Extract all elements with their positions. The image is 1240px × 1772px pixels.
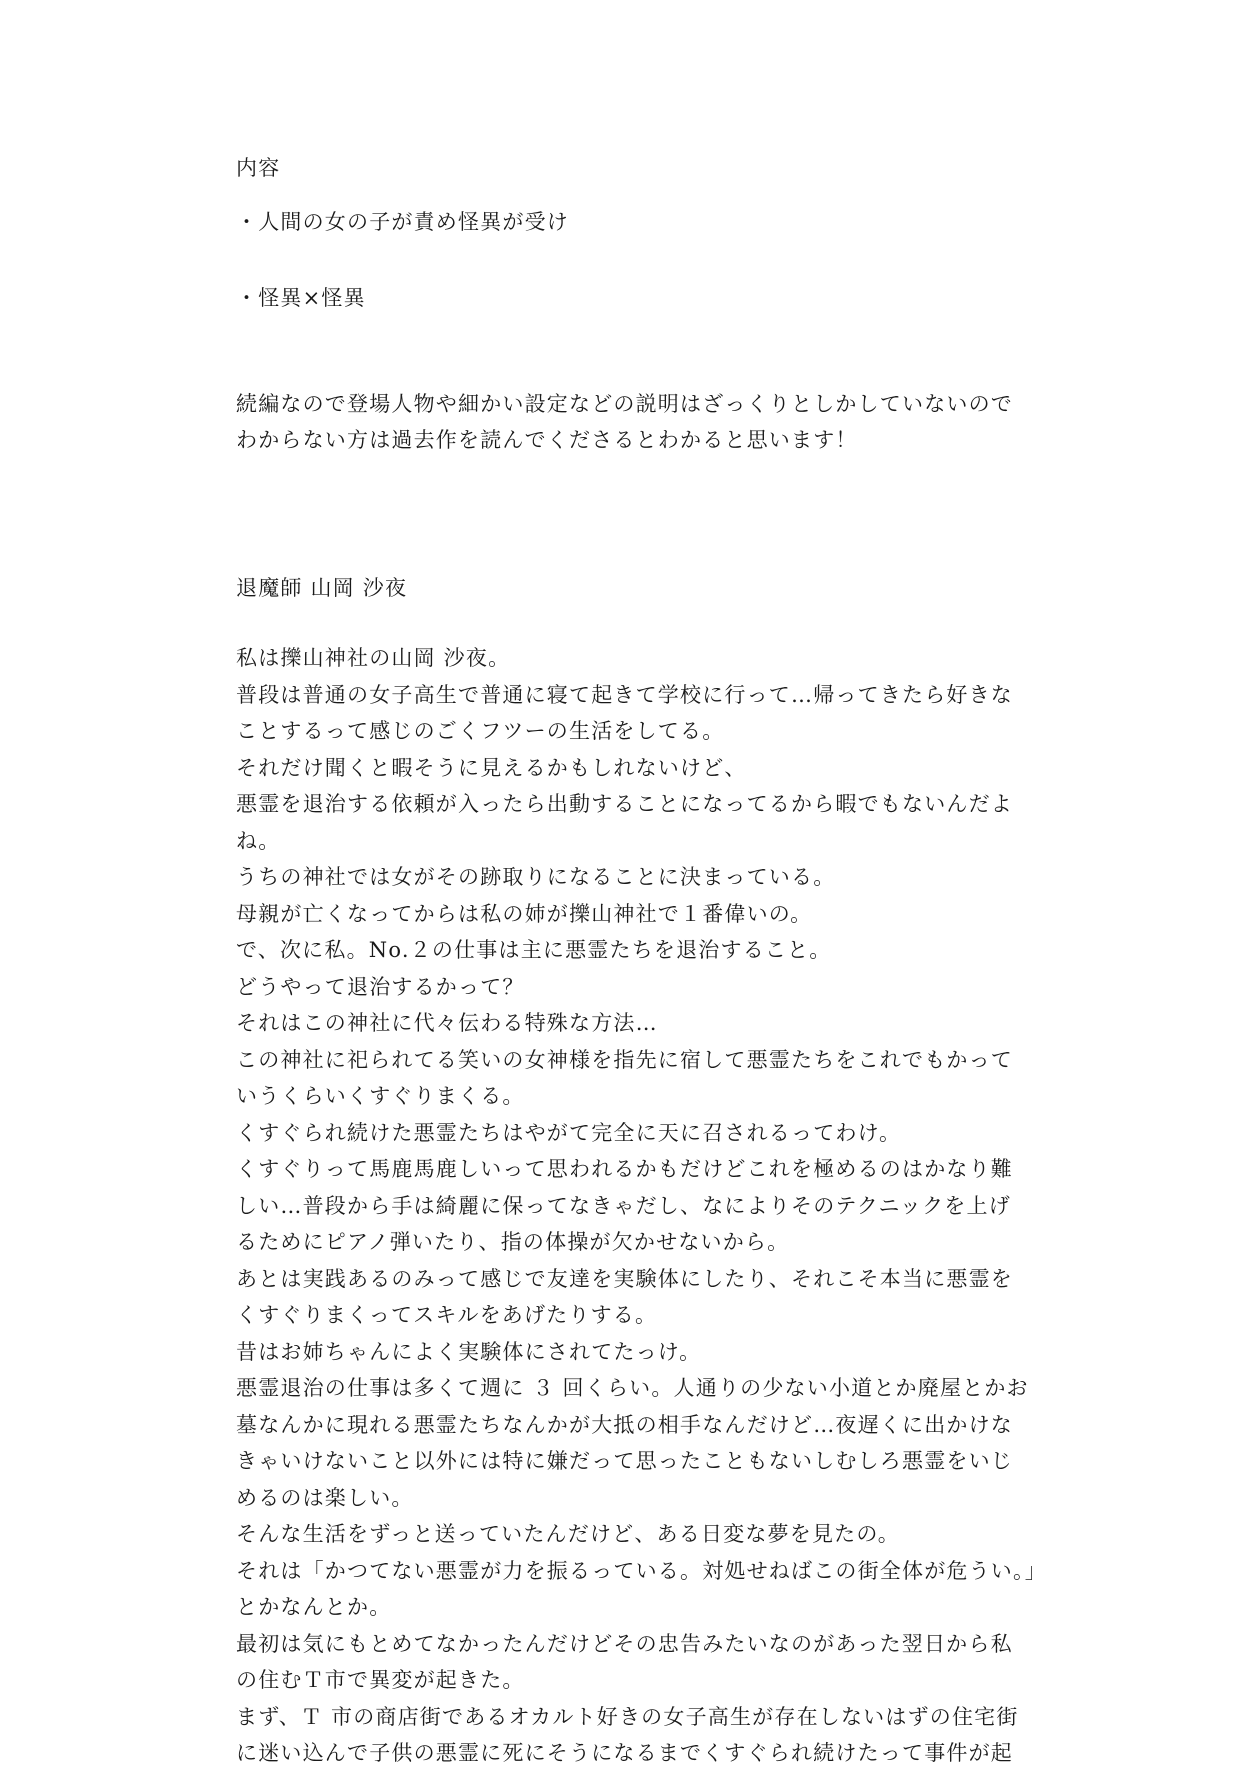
body-line: で、次に私。No.２の仕事は主に悪霊たちを退治すること。 xyxy=(236,938,832,962)
body-line: るためにピアノ弾いたり、指の体操が欠かせないから。 xyxy=(236,1230,790,1254)
body-line: そんな生活をずっと送っていたんだけど、ある日変な夢を見たの。 xyxy=(236,1522,900,1546)
body-line: どうやって退治するかって？ xyxy=(236,974,525,999)
contents-section xyxy=(236,150,1016,316)
body-line: ね。 xyxy=(236,828,281,853)
body-line: しい…普段から手は綺麗に保ってなきゃだし、なによりそのテクニックを上げ xyxy=(236,1193,1011,1218)
notice-line: わからない方は過去作を読んでくださるとわかると思います！ xyxy=(236,428,858,452)
body-text xyxy=(236,640,1047,1772)
contents-title: 内容 xyxy=(236,156,281,180)
body-line: とかなんとか。 xyxy=(236,1595,392,1619)
body-line: それは「かつてない悪霊が力を振るっている。対処せねばこの街全体が危うい。」 xyxy=(236,1558,1047,1583)
body-line: うちの神社では女がその跡取りになることに決まっている。 xyxy=(236,865,836,889)
body-line: それだけ聞くと暇そうに見えるかもしれないけど、 xyxy=(236,755,747,780)
body-line: めるのは楽しい。 xyxy=(236,1485,414,1510)
body-line: 悪霊を退治する依頼が入ったら出動することになってるから暇でもないんだよ xyxy=(236,792,1013,816)
contents-item: ・怪異×怪異 xyxy=(236,286,366,310)
body-line: きゃいけないこと以外には特に嫌だって思ったこともないしむしろ悪霊をいじ xyxy=(236,1449,1013,1473)
body-line: この神社に祀られてる笑いの女神様を指先に宿して悪霊たちをこれでもかって xyxy=(236,1047,1013,1072)
notice-line: 続編なので登場人物や細かい設定などの説明はざっくりとしかしていないので xyxy=(236,392,1013,416)
notice-section xyxy=(236,386,1016,458)
body-line: 墓なんかに現れる悪霊たちなんかが大抵の相手なんだけど…夜遅くに出かけな xyxy=(236,1412,1013,1437)
body-line: 普段は普通の女子高生で普通に寝て起きて学校に行って…帰ってきたら好きな xyxy=(236,682,1013,707)
document-content xyxy=(236,150,1047,1772)
chapter-title: 退魔師 山岡 沙夜 xyxy=(236,576,408,600)
body-line: まず、Ｔ 市の商店街であるオカルト好きの女子高生が存在しないはずの住宅街 xyxy=(236,1704,1019,1729)
body-line: くすぐられ続けた悪霊たちはやがて完全に天に召されるってわけ。 xyxy=(236,1120,902,1145)
body-line: 最初は気にもとめてなかったんだけどその忠告みたいなのがあった翌日から私 xyxy=(236,1631,1013,1656)
contents-item: ・人間の女の子が責め怪異が受け xyxy=(236,210,569,234)
body-line: 悪霊退治の仕事は多くて週に ３ 回くらい。人通りの少ない小道とか廃屋とかお xyxy=(236,1376,1029,1400)
body-line: の住むＴ市で異変が起きた。 xyxy=(236,1668,525,1692)
body-line: 私は擽山神社の山岡 沙夜。 xyxy=(236,646,511,670)
body-line: くすぐりまくってスキルをあげたりする。 xyxy=(236,1303,658,1327)
body-line: 昔はお姉ちゃんによく実験体にされてたっけ。 xyxy=(236,1339,702,1364)
body-line: に迷い込んで子供の悪霊に死にそうになるまでくすぐられ続けたって事件が起 xyxy=(236,1741,1013,1765)
body-line: あとは実践あるのみって感じで友達を実験体にしたり、それこそ本当に悪霊を xyxy=(236,1266,1013,1291)
body-line: 母親が亡くなってからは私の姉が擽山神社で１番偉いの。 xyxy=(236,901,813,926)
chapter-section xyxy=(236,570,1016,606)
body-line: それはこの神社に代々伝わる特殊な方法… xyxy=(236,1011,658,1035)
body-line: いうくらいくすぐりまくる。 xyxy=(236,1084,525,1108)
body-line: ことするって感じのごくフツーの生活をしてる。 xyxy=(236,719,725,743)
body-line: くすぐりって馬鹿馬鹿しいって思われるかもだけどこれを極めるのはかなり難 xyxy=(236,1157,1013,1181)
